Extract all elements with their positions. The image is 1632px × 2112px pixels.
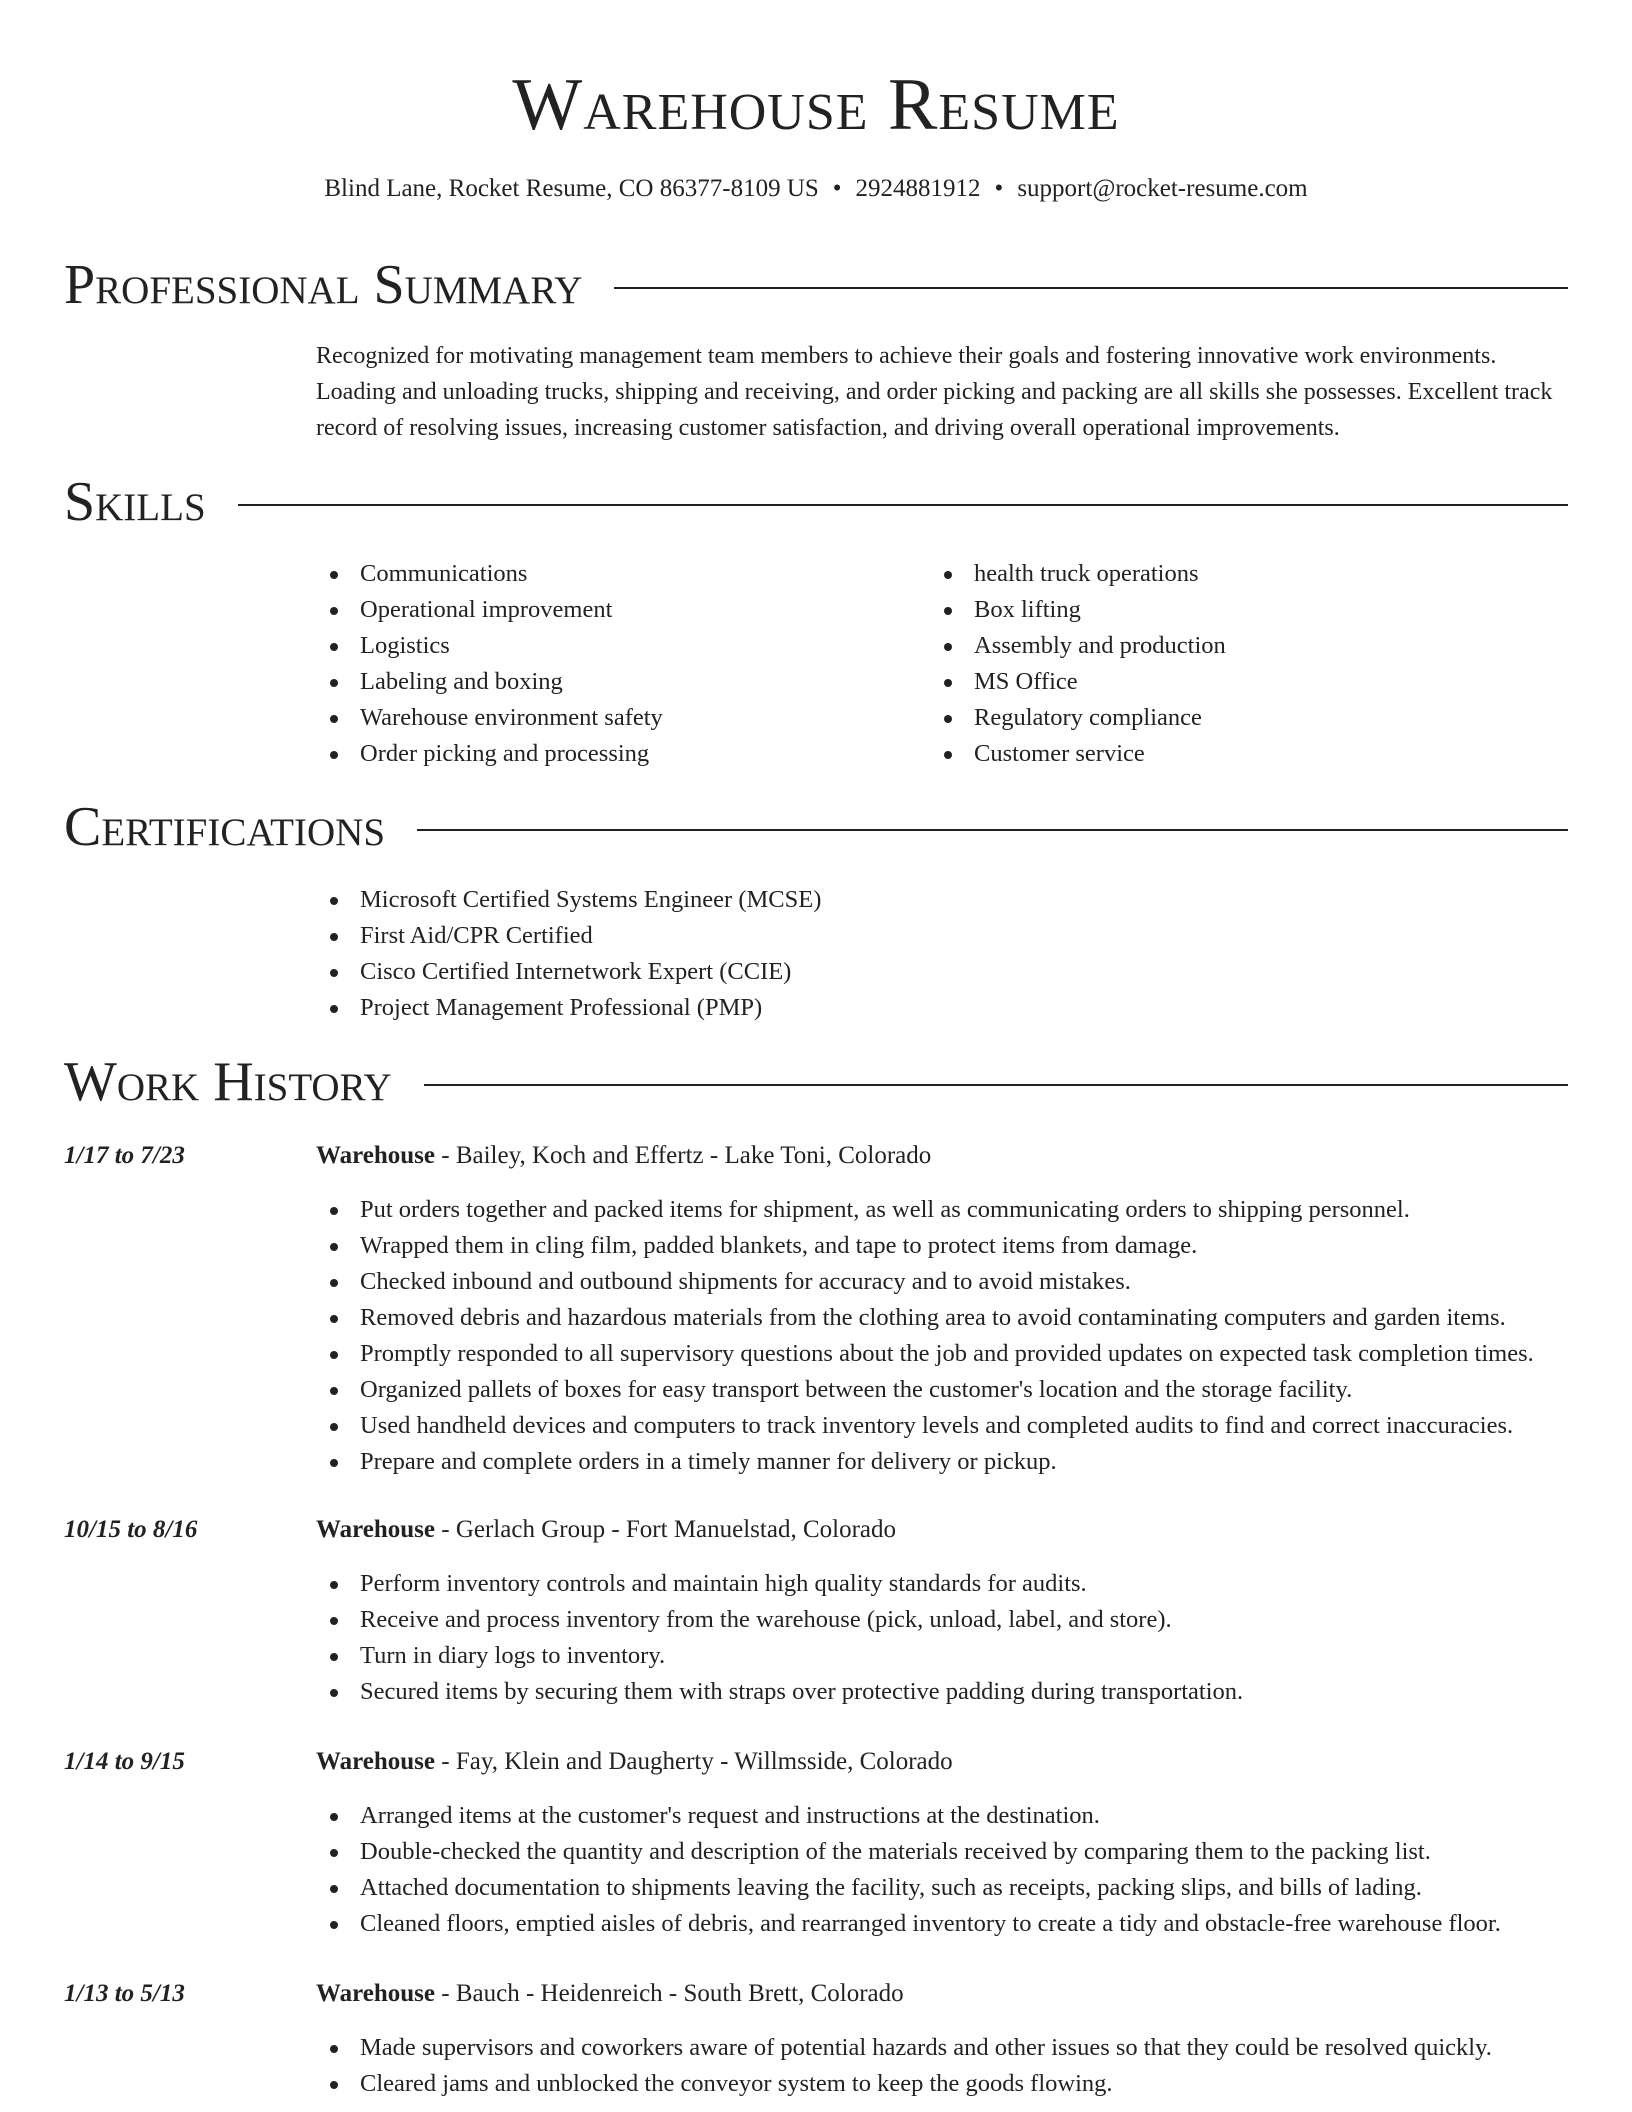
skill-item: Order picking and processing	[316, 736, 663, 772]
job-duty-item: Arranged items at the customer's request and instructions at the destination.	[316, 1798, 1501, 1834]
job-duties-list	[316, 1798, 1501, 1942]
section-header-summary	[64, 253, 1568, 317]
job-heading	[316, 1976, 904, 2012]
job-duty-item: Perform inventory controls and maintain high quality standards for audits.	[316, 1566, 1243, 1602]
job-duty-item: Put orders together and packed items for shipment, as well as communicating orders to shipping personnel.	[316, 1192, 1534, 1228]
certification-item: First Aid/CPR Certified	[316, 918, 821, 954]
section-header-certifications	[64, 795, 1568, 859]
job-duty-item: Organized pallets of boxes for easy transport between the customer's location and the storage facility.	[316, 1372, 1534, 1408]
job-dates: 1/17 to 7/23	[64, 1142, 185, 1169]
section-title-summary: Professional Summary	[64, 254, 583, 316]
certification-item: Microsoft Certified Systems Engineer (MCSE)	[316, 882, 821, 918]
skill-item: Regulatory compliance	[930, 700, 1226, 736]
skill-item: Labeling and boxing	[316, 664, 663, 700]
skills-list-left	[316, 556, 663, 772]
job-heading	[316, 1744, 953, 1780]
skill-item: Communications	[316, 556, 663, 592]
job-dates: 10/15 to 8/16	[64, 1516, 198, 1543]
job-duty-item: Prepare and complete orders in a timely manner for delivery or pickup.	[316, 1444, 1534, 1480]
job-employer-location: - Bailey, Koch and Effertz - Lake Toni, Colorado	[435, 1142, 932, 1169]
section-header-skills	[64, 470, 1568, 534]
job-heading	[316, 1512, 896, 1548]
contact-line	[0, 172, 1632, 206]
certification-item: Cisco Certified Internetwork Expert (CCIE)	[316, 954, 821, 990]
separator-dot: •	[832, 175, 842, 202]
job-dates: 1/14 to 9/15	[64, 1748, 185, 1775]
job-title: Warehouse	[316, 1748, 435, 1775]
skill-item: Box lifting	[930, 592, 1226, 628]
job-duty-item: Promptly responded to all supervisory questions about the job and provided updates on expected task completion times.	[316, 1336, 1534, 1372]
skill-item: MS Office	[930, 664, 1226, 700]
skill-item: Assembly and production	[930, 628, 1226, 664]
certification-item: Project Management Professional (PMP)	[316, 990, 821, 1026]
section-title-certifications: Certifications	[64, 796, 386, 858]
skill-item: health truck operations	[930, 556, 1226, 592]
job-duties-list	[316, 1192, 1534, 1480]
section-divider	[424, 1084, 1568, 1086]
resume-title: Warehouse Resume	[512, 64, 1120, 146]
contact-phone: 2924881912	[855, 175, 981, 202]
skill-item: Warehouse environment safety	[316, 700, 663, 736]
job-employer-location: - Bauch - Heidenreich - South Brett, Colorado	[435, 1980, 904, 2007]
skills-list-right	[930, 556, 1226, 772]
skill-item: Logistics	[316, 628, 663, 664]
section-divider	[238, 504, 1568, 506]
contact-address: Blind Lane, Rocket Resume, CO 86377-8109 US	[324, 175, 819, 202]
job-duty-item: Used handheld devices and computers to track inventory levels and completed audits to find and correct inaccuracies.	[316, 1408, 1534, 1444]
job-duty-item: Receive and process inventory from the warehouse (pick, unload, label, and store).	[316, 1602, 1243, 1638]
job-heading	[316, 1138, 931, 1174]
job-employer-location: - Gerlach Group - Fort Manuelstad, Colorado	[435, 1516, 896, 1543]
job-duties-list	[316, 1566, 1243, 1710]
section-title-skills: Skills	[64, 471, 206, 533]
job-title: Warehouse	[316, 1980, 435, 2007]
section-divider	[614, 287, 1568, 289]
section-divider	[417, 829, 1568, 831]
job-employer-location: - Fay, Klein and Daugherty - Willmsside, Colorado	[435, 1748, 953, 1775]
certifications-list	[316, 882, 821, 1026]
skill-item: Customer service	[930, 736, 1226, 772]
job-duty-item: Checked inbound and outbound shipments for accuracy and to avoid mistakes.	[316, 1264, 1534, 1300]
job-duty-item: Wrapped them in cling film, padded blankets, and tape to protect items from damage.	[316, 1228, 1534, 1264]
section-header-work-history	[64, 1050, 1568, 1114]
job-duty-item: Cleared jams and unblocked the conveyor system to keep the goods flowing.	[316, 2066, 1492, 2102]
separator-dot: •	[994, 175, 1004, 202]
job-duty-item: Double-checked the quantity and description of the materials received by comparing them to the packing list.	[316, 1834, 1501, 1870]
job-duty-item: Secured items by securing them with straps over protective padding during transportation.	[316, 1674, 1243, 1710]
job-duty-item: Made supervisors and coworkers aware of potential hazards and other issues so that they could be resolved quickly.	[316, 2030, 1492, 2066]
job-title: Warehouse	[316, 1516, 435, 1543]
job-dates: 1/13 to 5/13	[64, 1980, 185, 2007]
job-duty-item: Removed debris and hazardous materials from the clothing area to avoid contaminating computers and garden items.	[316, 1300, 1534, 1336]
job-duty-item: Turn in diary logs to inventory.	[316, 1638, 1243, 1674]
job-title: Warehouse	[316, 1142, 435, 1169]
job-duty-item: Attached documentation to shipments leaving the facility, such as receipts, packing slips, and bills of lading.	[316, 1870, 1501, 1906]
contact-email: support@rocket-resume.com	[1017, 175, 1308, 202]
job-duties-list	[316, 2030, 1492, 2102]
summary-text: Recognized for motivating management team members to achieve their goals and fostering innovative work environments. Loading and unloading trucks, shipping and receiving, and order picking and packing are all skills she possesses. Excellent track record of resolving issues, increasing customer satisfaction, and driving overall operational improvements.	[316, 343, 1553, 441]
skill-item: Operational improvement	[316, 592, 663, 628]
section-title-work-history: Work History	[64, 1051, 392, 1113]
job-duty-item: Cleaned floors, emptied aisles of debris, and rearranged inventory to create a tidy and obstacle-free warehouse floor.	[316, 1906, 1501, 1942]
